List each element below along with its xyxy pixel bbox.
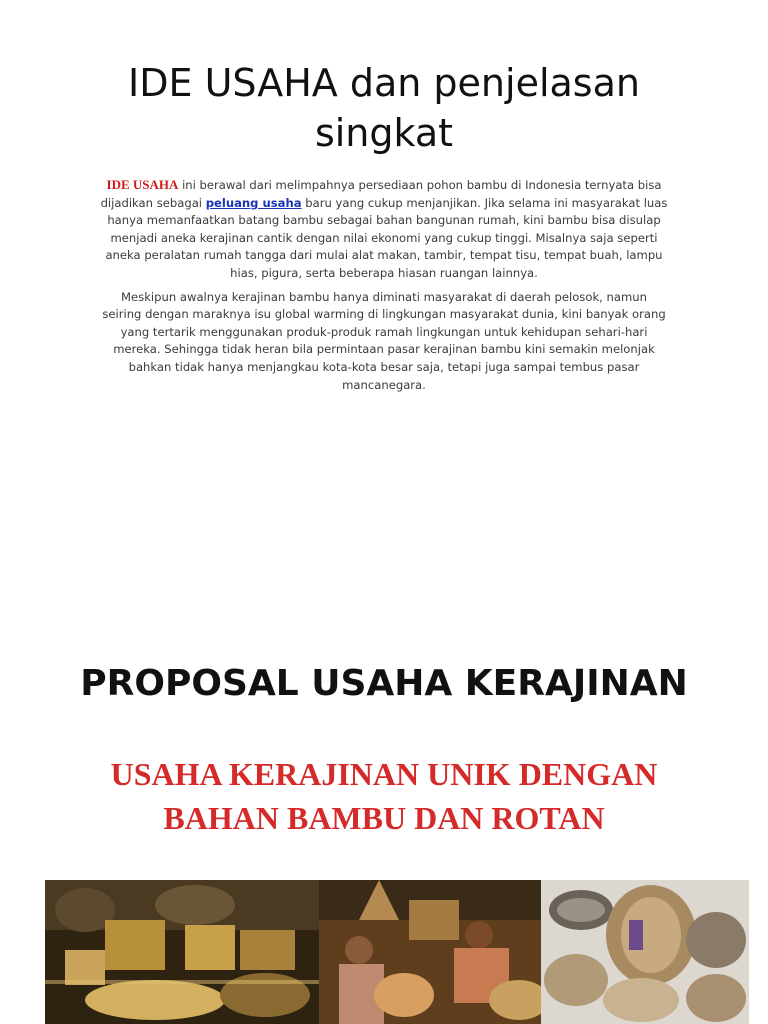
peluang-usaha-link[interactable]: peluang usaha bbox=[205, 195, 302, 210]
paragraph-1 bbox=[100, 176, 668, 283]
photo-baskets bbox=[541, 880, 749, 1024]
page-title: IDE USAHA dan penjelasan singkat bbox=[128, 61, 640, 155]
lead-keyword: IDE USAHA bbox=[106, 177, 179, 192]
subtitle: USAHA KERAJINAN UNIK DENGAN BAHAN BAMBU DAN ROTAN bbox=[110, 756, 658, 836]
weavers-image bbox=[319, 880, 541, 1024]
photo-strip bbox=[45, 880, 749, 1024]
photo-bamboo-market bbox=[45, 880, 319, 1024]
proposal-title: PROPOSAL USAHA KERAJINAN bbox=[80, 663, 688, 704]
body-text bbox=[100, 176, 668, 400]
photo-weavers bbox=[319, 880, 541, 1024]
paragraph-2: Meskipun awalnya kerajinan bambu hanya diminati masyarakat di daerah pelosok, namun seiring dengan maraknya isu global warming di lingkungan masyarakat dunia, kini banyak orang yang tertarik menggunakan produk-produk ramah lingkungan untuk kehidupan sehari-hari mereka. Sehingga tidak heran bila permintaan pasar kerajinan bambu kini semakin melonjak bahkan tidak hanya menjangkau kota-kota besar saja, tetapi juga sampai tembus pasar mancanegara. bbox=[102, 289, 666, 392]
bamboo-market-image bbox=[45, 880, 319, 1024]
paragraph-1-text-a: ini berawal dari melimpahnya persediaan pohon bambu di Indonesia ternyata bisa dijadikan sebagai bbox=[100, 178, 662, 210]
paragraph-1-text-b: baru yang cukup menjanjikan. Jika selama ini masyarakat luas hanya memanfaatkan batang bambu sebagai bahan bangunan rumah, kini bambu bisa disulap menjadi aneka kerajinan cantik dengan nilai ekonomi yang cukup tinggi. Misalnya saja seperti aneka peralatan rumah tangga dari mulai alat makan, tambir, tempat tisu, tempat buah, lampu hias, pigura, serta beberapa hiasan ruangan lainnya. bbox=[105, 195, 668, 280]
baskets-image bbox=[541, 880, 749, 1024]
